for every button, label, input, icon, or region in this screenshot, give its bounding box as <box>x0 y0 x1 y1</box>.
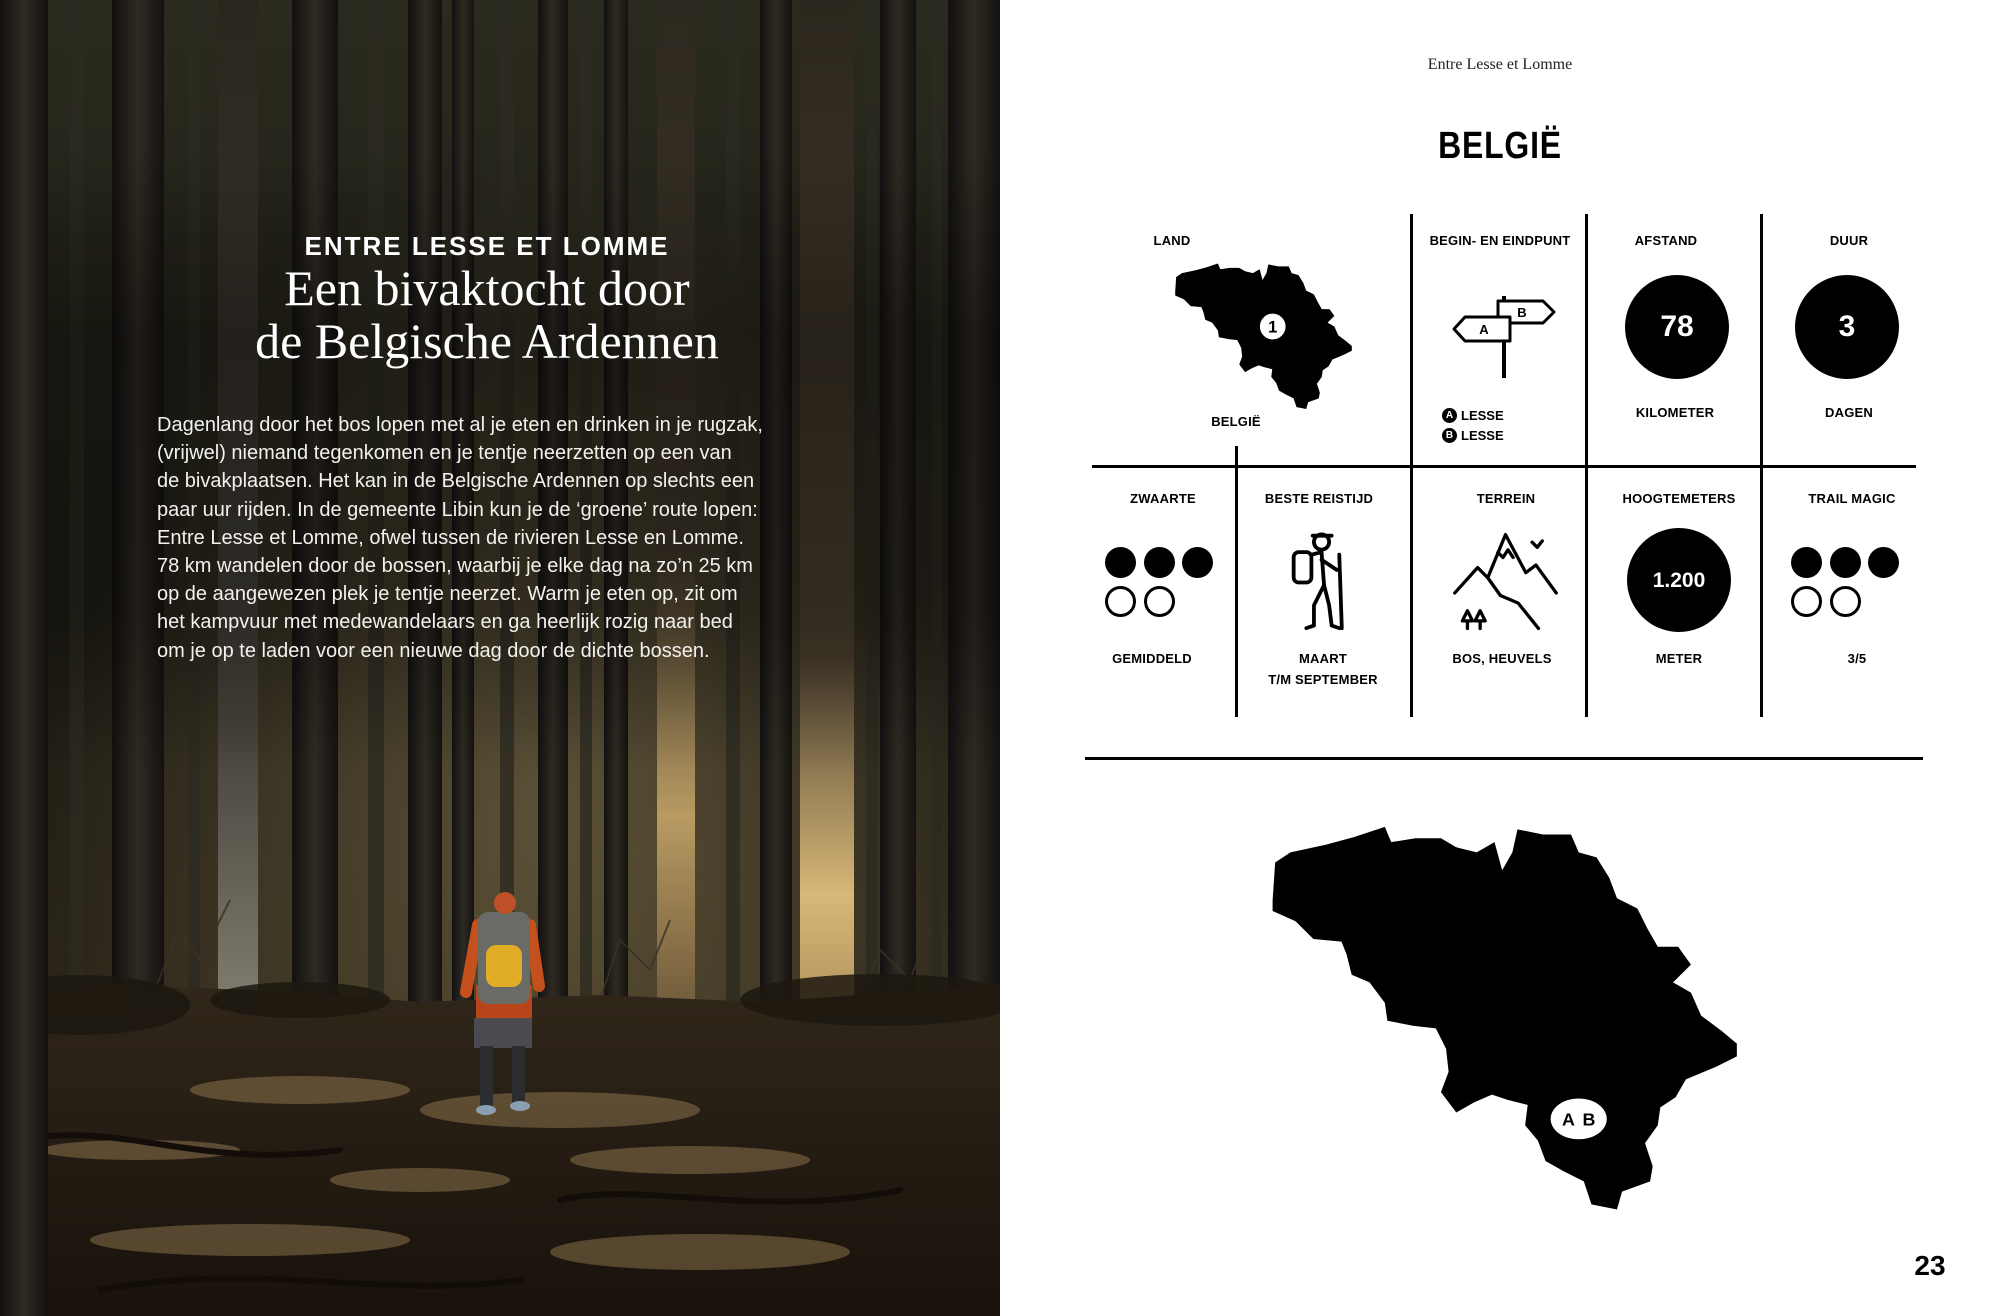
rating-dot-empty <box>1144 586 1175 617</box>
route-location-marker <box>1551 1098 1607 1139</box>
route-end-marker: B <box>1582 1109 1596 1130</box>
intro-line: het kampvuur met medewandelaars en ga heerlijk rozig naar bed <box>157 611 733 634</box>
duration-label: DUUR <box>1829 233 1869 248</box>
terrain-value: BOS, HEUVELS <box>1452 651 1552 666</box>
bush <box>210 982 390 1018</box>
start-marker: A <box>1442 408 1457 423</box>
rating-dot-empty <box>1105 586 1136 617</box>
article-title <box>0 262 974 368</box>
article-kicker: ENTRE LESSE ET LOMME <box>304 231 670 261</box>
intro-line: Dagenlang door het bos lopen met al je eten en drinken in je rugzak, <box>157 414 763 436</box>
rating-dot-empty <box>1830 586 1861 617</box>
difficulty-value: GEMIDDELD <box>1112 651 1192 666</box>
hiker-shorts <box>474 1018 532 1048</box>
light-patch <box>330 1168 510 1192</box>
mountain-icon <box>1452 527 1559 631</box>
hiker-yellow-pack <box>486 945 522 987</box>
light-patch <box>190 1076 410 1104</box>
end-marker: B <box>1442 428 1457 443</box>
route-end <box>1442 426 1504 444</box>
hiker-icon-strokes <box>1294 534 1342 628</box>
trail-magic-label: TRAIL MAGIC <box>1808 491 1896 506</box>
section-divider <box>1085 757 1923 760</box>
elevation-badge <box>1627 528 1731 632</box>
bird <box>1532 541 1542 547</box>
hiker-icon-leg <box>1306 585 1324 628</box>
tree-trunk <box>0 0 48 1316</box>
grid-divider-vertical <box>1410 214 1413 717</box>
intro-line: paar uur rijden. In de gemeente Libin kun je de ‘groene’ route lopen: <box>157 498 758 521</box>
tree-small <box>1462 611 1472 629</box>
signpost-icon <box>1452 293 1556 380</box>
hiker-icon <box>1281 529 1357 631</box>
route-start <box>1442 406 1504 424</box>
distance-badge <box>1625 275 1729 379</box>
route-start-marker: A <box>1562 1109 1575 1130</box>
trail-magic-rating <box>1791 547 1911 619</box>
rating-dot-filled <box>1105 547 1136 578</box>
elevation-label: HOOGTEMETERS <box>1622 491 1736 506</box>
hiker-icon-leg <box>1324 585 1339 628</box>
belgium-map-icon <box>1173 262 1355 410</box>
distance-label: AFSTAND <box>1634 233 1698 248</box>
intro-line: 78 km wandelen door de bossen, waarbij je elke dag na zo’n 25 km <box>157 554 753 577</box>
difficulty-rating <box>1105 547 1225 619</box>
light-patch <box>90 1224 410 1256</box>
article-intro <box>157 411 877 665</box>
rating-dot-filled <box>1830 547 1861 578</box>
tree-small <box>1475 611 1485 629</box>
best-time-label: BESTE REISTIJD <box>1264 491 1374 506</box>
intro-line: (vrijwel) niemand tegenkomen en je tentje neerzetten op een van <box>157 442 732 465</box>
running-head: Entre Lesse et Lomme <box>1427 56 1573 73</box>
hiker-shoe <box>476 1105 496 1115</box>
rating-dot-filled <box>1182 547 1213 578</box>
land-value: BELGIË <box>1211 414 1261 429</box>
duration-badge <box>1795 275 1899 379</box>
duration-unit: DAGEN <box>1825 405 1873 420</box>
start-location: LESSE <box>1461 407 1504 423</box>
hiker-beanie <box>494 892 516 914</box>
elevation-value: 1.200 <box>1652 568 1706 592</box>
rating-dot-filled <box>1791 547 1822 578</box>
mountain-ridge <box>1488 578 1539 629</box>
rating-dot-filled <box>1144 547 1175 578</box>
hiker-icon-backpack <box>1294 552 1312 582</box>
difficulty-label: ZWAARTE <box>1130 491 1196 506</box>
rating-dot-filled <box>1868 547 1899 578</box>
light-patch <box>550 1234 850 1270</box>
elevation-unit: METER <box>1655 651 1703 666</box>
grid-divider-horizontal <box>1092 465 1916 468</box>
terrain-label: TERREIN <box>1476 491 1536 506</box>
article-title-line: de Belgische Ardennen <box>255 313 719 369</box>
intro-line: om je op te laden voor een nieuwe dag door de dichte bossen. <box>157 639 710 662</box>
hiker-leg <box>480 1046 493 1108</box>
intro-line: Entre Lesse et Lomme, ofwel tussen de rivieren Lesse en Lomme. <box>157 526 744 549</box>
grid-divider-vertical <box>1760 214 1763 717</box>
best-time-value: T/M SEPTEMBER <box>1268 672 1378 687</box>
intro-line: op de aangewezen plek je tentje neerzet. Warm je eten op, zit om <box>157 583 738 606</box>
hiker-icon-torso <box>1311 552 1324 585</box>
belgium-shape-large <box>1273 827 1737 1210</box>
light-patch <box>570 1146 810 1174</box>
grid-divider-vertical <box>1585 214 1588 717</box>
distance-unit: KILOMETER <box>1635 405 1715 420</box>
mountain-icon-strokes <box>1455 535 1556 629</box>
country-heading: BELGIË <box>1438 125 1562 167</box>
hiker-icon-pole <box>1339 555 1342 628</box>
article-title-line: Een bivaktocht door <box>284 260 690 316</box>
light-patch <box>420 1092 700 1128</box>
page-number: 23 <box>1914 1250 1946 1281</box>
trail-magic-value: 3/5 <box>1847 651 1867 666</box>
best-time-value: MAART <box>1299 651 1347 666</box>
sign-a-letter: A <box>1479 322 1489 337</box>
route-map <box>1270 823 1742 1212</box>
intro-line: de bivakplaatsen. Het kan in de Belgische Ardennen op slechts een <box>157 470 755 493</box>
route-label: BEGIN- EN EINDPUNT <box>1429 233 1571 248</box>
hiker-shoe <box>510 1101 530 1111</box>
map-marker-number: 1 <box>1268 318 1278 337</box>
end-location: LESSE <box>1461 427 1504 443</box>
hiker-leg <box>512 1046 525 1104</box>
distance-value: 78 <box>1660 310 1694 343</box>
sign-b-letter: B <box>1517 305 1527 320</box>
land-label: LAND <box>1153 233 1191 248</box>
rating-dot-empty <box>1791 586 1822 617</box>
duration-value: 3 <box>1838 310 1856 343</box>
